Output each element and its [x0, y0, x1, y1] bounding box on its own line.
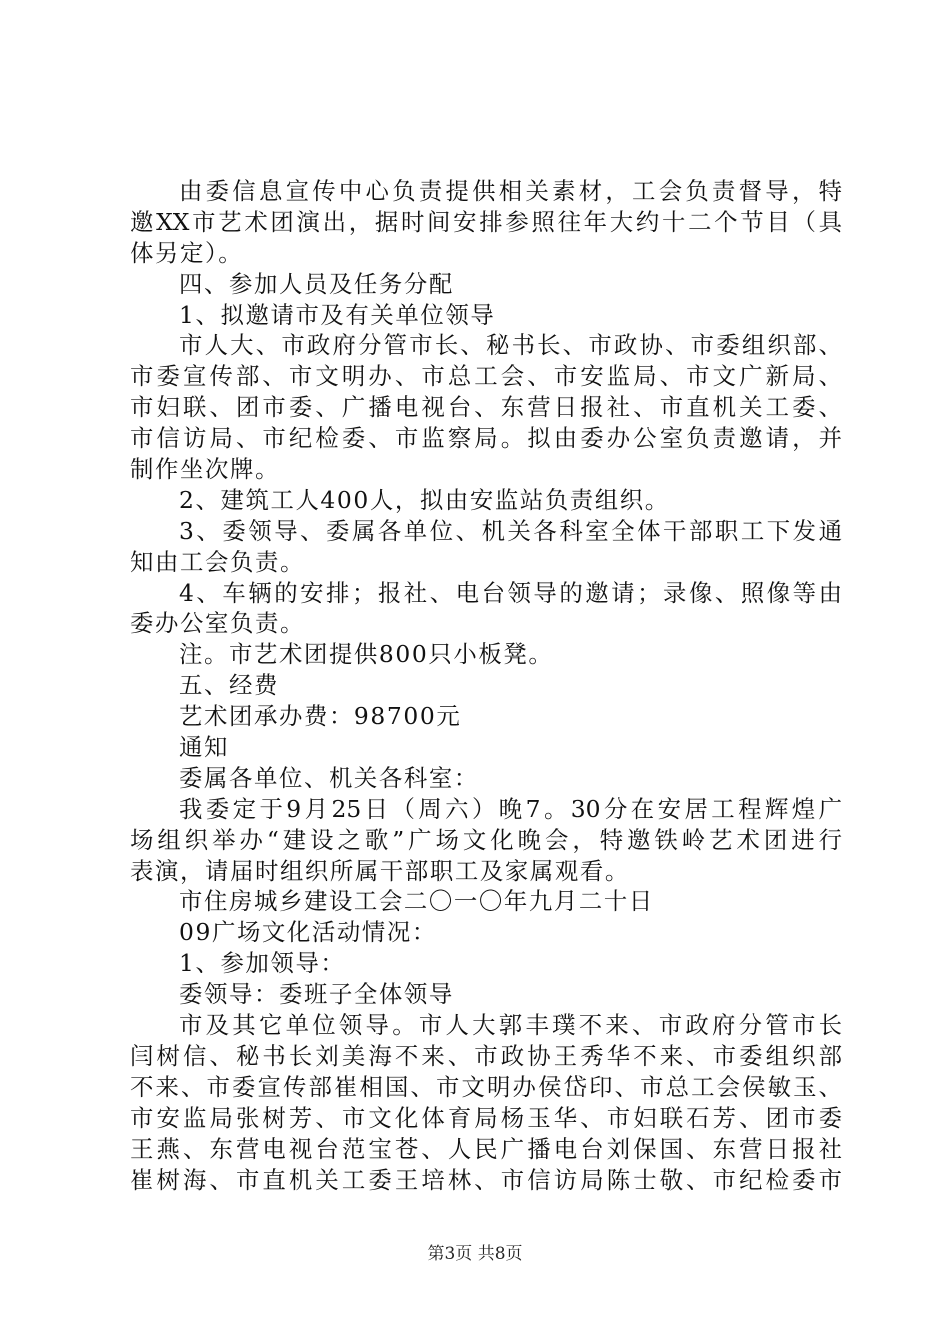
text-line: 制作坐次牌。: [130, 455, 280, 484]
text-line: 注。市艺术团提供800只小板凳。: [179, 640, 554, 669]
text-line: 2、建筑工人400人，拟由安监站负责组织。: [179, 485, 670, 514]
text-line: 市委宣传部、市文明办、市总工会、市安监局、市文广新局、: [130, 362, 842, 391]
text-line: 闫树信、秘书长刘美海不来、市政协王秀华不来、市委组织部: [130, 1041, 842, 1070]
text-line: 09广场文化活动情况：: [179, 918, 437, 947]
text-line: 王燕、东营电视台范宝苍、人民广播电台刘保国、东营日报社: [130, 1134, 842, 1163]
text-line: 委领导：委班子全体领导: [179, 980, 454, 1009]
text-line: 通知: [179, 733, 229, 762]
text-line: 委属各单位、机关各科室：: [179, 763, 479, 792]
text-line: 1、拟邀请市及有关单位领导: [179, 300, 496, 329]
text-line: 知由工会负责。: [130, 547, 305, 576]
text-line: 艺术团承办费：98700元: [179, 702, 462, 731]
page-footer: 第3页 共8页: [427, 1244, 523, 1264]
document-body: [130, 176, 842, 1195]
text-line: 我委定于9月25日（周六）晚7。30分在安居工程辉煌广: [179, 794, 842, 823]
text-line: 体另定）。: [130, 238, 244, 267]
text-line: 市信访局、市纪检委、市监察局。拟由委办公室负责邀请，并: [130, 424, 842, 453]
text-line: 不来、市委宣传部崔相国、市文明办侯岱印、市总工会侯敏玉、: [130, 1072, 842, 1101]
text-line: 市住房城乡建设工会二〇一〇年九月二十日: [179, 887, 654, 916]
text-line: 委办公室负责。: [130, 609, 305, 638]
text-line: 场组织举办“建设之歌”广场文化晚会，特邀铁岭艺术团进行: [130, 825, 842, 854]
text-line: 市妇联、团市委、广播电视台、东营日报社、市直机关工委、: [130, 393, 842, 422]
text-line: 市安监局张树芳、市文化体育局杨玉华、市妇联石芳、团市委: [130, 1103, 842, 1132]
text-line: 五、经费: [179, 671, 279, 700]
text-line: 4、车辆的安排；报社、电台领导的邀请；录像、照像等由: [179, 578, 842, 607]
text-line: 市人大、市政府分管市长、秘书长、市政协、市委组织部、: [179, 331, 842, 360]
text-line: 邀XX市艺术团演出，据时间安排参照往年大约十二个节目（具: [130, 207, 842, 236]
text-line: 崔树海、市直机关工委王培林、市信访局陈士敬、市纪检委市: [130, 1165, 842, 1194]
text-line: 表演，请届时组织所属干部职工及家属观看。: [130, 856, 630, 885]
text-line: 市及其它单位领导。市人大郭丰璞不来、市政府分管市长: [179, 1011, 842, 1040]
text-line: 四、参加人员及任务分配: [179, 269, 454, 298]
text-line: 1、参加领导：: [179, 949, 346, 978]
text-line: 由委信息宣传中心负责提供相关素材，工会负责督导，特: [179, 177, 842, 205]
text-line: 3、委领导、委属各单位、机关各科室全体干部职工下发通: [179, 516, 842, 545]
